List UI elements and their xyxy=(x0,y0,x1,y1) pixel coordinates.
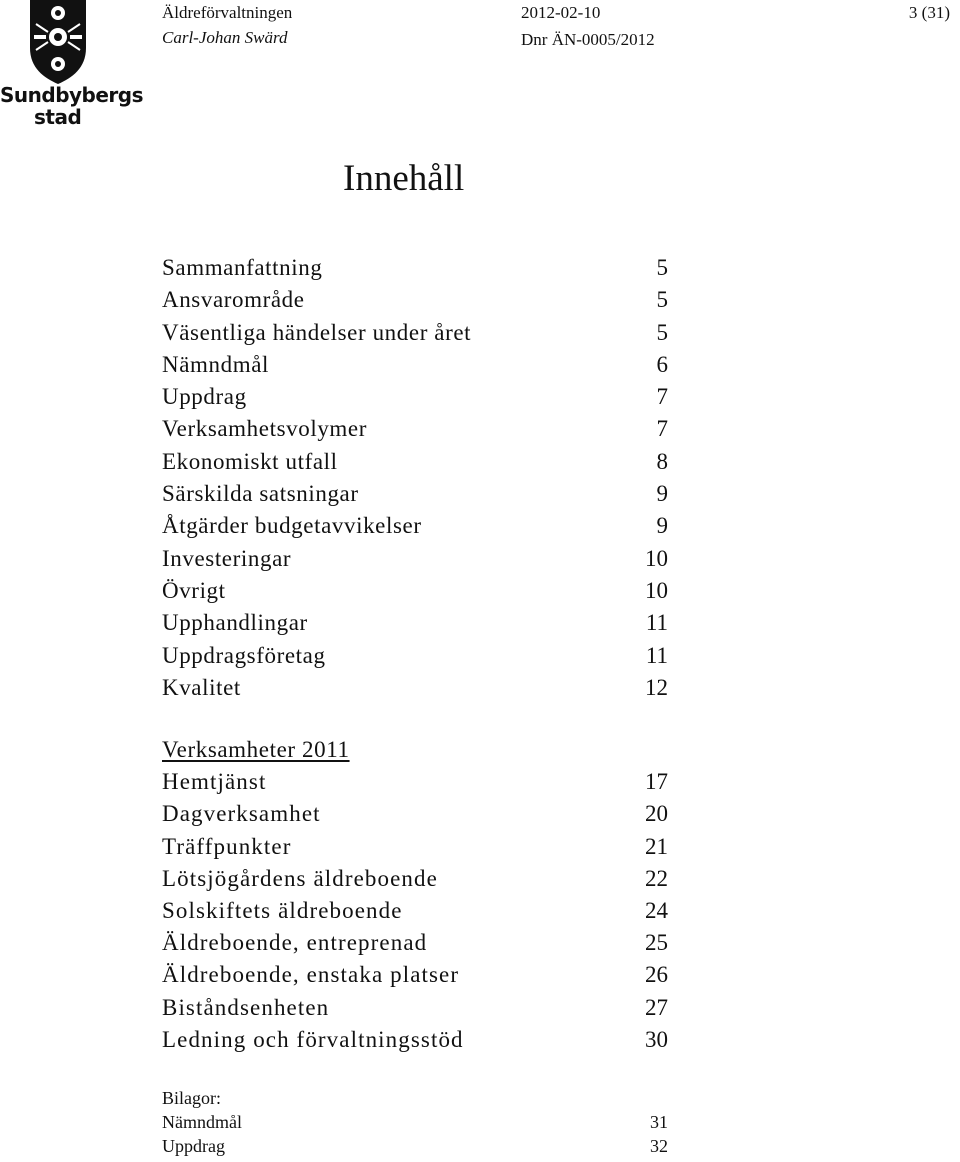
toc-label: Väsentliga händelser under året xyxy=(162,319,472,345)
toc-page: 24 xyxy=(645,898,668,924)
toc-entry[interactable] xyxy=(162,959,672,991)
toc-label: Nämndmål xyxy=(162,351,269,377)
toc-label: Äldreboende, entreprenad xyxy=(162,930,428,956)
toc-label: Särskilda satsningar xyxy=(162,481,359,507)
toc-label: Biståndsenheten xyxy=(162,994,330,1020)
toc-page: 11 xyxy=(645,642,668,668)
toc-entry[interactable] xyxy=(162,478,672,510)
attachment-label: Nämndmål xyxy=(162,1112,242,1132)
toc-entry[interactable] xyxy=(162,510,672,542)
toc-label: Sammanfattning xyxy=(162,255,323,280)
toc-label: Åtgärder budgetavvikelser xyxy=(162,513,422,539)
toc-page: 7 xyxy=(656,416,668,442)
toc-entry[interactable] xyxy=(162,607,672,639)
attachment-page: 32 xyxy=(650,1136,668,1156)
attachments xyxy=(162,1086,672,1158)
attachment-entry[interactable] xyxy=(162,1110,672,1134)
toc-entry[interactable] xyxy=(162,284,672,316)
toc-page: 5 xyxy=(656,319,668,345)
toc-page: 6 xyxy=(656,351,668,377)
toc-page: 26 xyxy=(645,962,668,988)
attachments-heading: Bilagor: xyxy=(162,1088,221,1108)
header-dnr: Dnr ÄN-0005/2012 xyxy=(521,30,655,49)
toc-label: Uppdrag xyxy=(162,384,247,410)
toc-page: 10 xyxy=(645,577,668,603)
toc-entry[interactable] xyxy=(162,446,672,478)
toc-label: Ansvarområde xyxy=(162,287,305,313)
toc-label: Uppdragsföretag xyxy=(162,642,326,668)
toc-entry[interactable] xyxy=(162,1024,672,1056)
toc-page: 9 xyxy=(656,513,668,539)
toc-entry[interactable] xyxy=(162,252,672,284)
toc-entry[interactable] xyxy=(162,413,672,445)
toc-entry[interactable] xyxy=(162,766,672,798)
toc-entry[interactable] xyxy=(162,381,672,413)
toc-entry[interactable] xyxy=(162,831,672,863)
toc-label: Äldreboende, enstaka platser xyxy=(162,962,460,988)
toc-label: Investeringar xyxy=(162,545,292,571)
header-author: Carl-Johan Swärd xyxy=(162,28,288,47)
toc-entry[interactable] xyxy=(162,863,672,895)
attachment-entry[interactable] xyxy=(162,1134,672,1158)
toc-entry[interactable] xyxy=(162,640,672,672)
attachment-page: 31 xyxy=(650,1112,668,1132)
toc-page: 5 xyxy=(656,287,668,313)
toc-page: 27 xyxy=(645,994,668,1020)
toc-page: 10 xyxy=(645,545,668,571)
toc-entry[interactable] xyxy=(162,349,672,381)
toc-entry[interactable] xyxy=(162,992,672,1024)
city-logo xyxy=(0,0,144,132)
toc-label: Solskiftets äldreboende xyxy=(162,898,403,924)
logo-text-line1: Sundbybergs xyxy=(0,83,144,107)
toc-entry[interactable] xyxy=(162,895,672,927)
toc-page: 20 xyxy=(645,801,668,827)
section-heading: Verksamheter 2011 xyxy=(162,737,350,762)
logo-text-line2: stad xyxy=(34,105,82,129)
toc-entry[interactable] xyxy=(162,798,672,830)
toc-entry[interactable] xyxy=(162,672,672,704)
toc-label: Hemtjänst xyxy=(162,769,267,795)
toc-label: Dagverksamhet xyxy=(162,801,321,827)
toc-page: 7 xyxy=(656,384,668,410)
toc-label: Övrigt xyxy=(162,577,226,603)
attachment-label: Uppdrag xyxy=(162,1136,225,1156)
toc-label: Lötsjögårdens äldreboende xyxy=(162,865,438,891)
toc-main xyxy=(162,252,672,704)
coat-of-arms-icon xyxy=(28,0,88,84)
toc-page: 22 xyxy=(645,865,668,891)
header-department: Äldreförvaltningen xyxy=(162,3,293,22)
toc-label: Kvalitet xyxy=(162,674,241,700)
toc-page: 8 xyxy=(656,448,668,474)
toc-entry[interactable] xyxy=(162,575,672,607)
toc-page: 12 xyxy=(645,674,668,700)
toc-entry[interactable] xyxy=(162,543,672,575)
toc-section xyxy=(162,734,672,1056)
toc-entry[interactable] xyxy=(162,317,672,349)
toc-page: 30 xyxy=(645,1026,668,1052)
toc-page: 21 xyxy=(645,833,668,859)
toc-page: 9 xyxy=(656,481,668,507)
toc-label: Ekonomiskt utfall xyxy=(162,448,338,474)
toc-page: 17 xyxy=(645,769,668,795)
toc-label: Verksamhetsvolymer xyxy=(162,416,367,442)
toc-label: Ledning och förvaltningsstöd xyxy=(162,1026,464,1052)
header-page-number: 3 (31) xyxy=(908,3,950,22)
header-date: 2012-02-10 xyxy=(521,3,601,22)
toc-entry[interactable] xyxy=(162,927,672,959)
toc-page: 11 xyxy=(645,610,668,636)
toc-page: 25 xyxy=(645,930,668,956)
toc-page: 5 xyxy=(656,255,668,280)
page-title: Innehåll xyxy=(343,158,465,199)
toc-label: Träffpunkter xyxy=(162,833,292,859)
toc-label: Upphandlingar xyxy=(162,610,308,636)
